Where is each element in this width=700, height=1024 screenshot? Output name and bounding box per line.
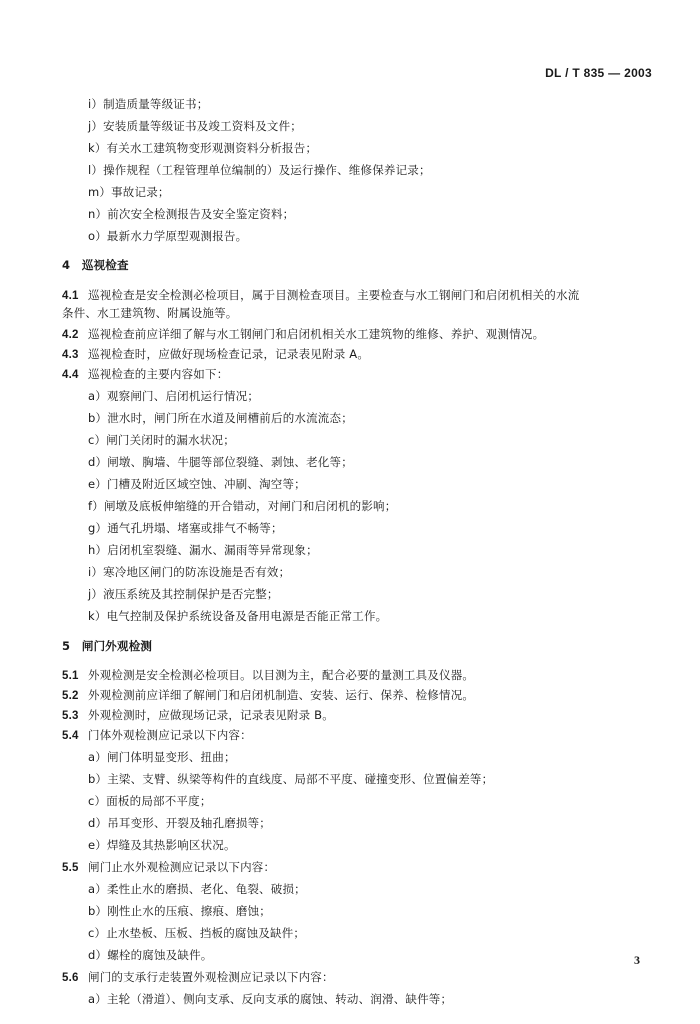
list-item: n）前次安全检测报告及安全鉴定资料； (88, 207, 295, 221)
clause-text: 巡视检查的主要内容如下： (88, 367, 229, 381)
clause-number: 5.6 (62, 972, 79, 984)
clause-4-4 (62, 366, 228, 383)
clause-number: 4.3 (62, 349, 79, 361)
clause-5-4 (62, 727, 252, 744)
clause-text: 巡视检查是安全检测必检项目，属于目测检查项目。主要检查与水工钢闸门和启闭机相关的水流 (88, 288, 580, 302)
clause-5-2 (62, 687, 474, 704)
clause-number: 4.1 (62, 290, 79, 302)
clause-5-5 (62, 859, 275, 876)
clause-text: 外观检测前应详细了解闸门和启闭机制造、安装、运行、保养、检修情况。 (88, 688, 475, 702)
clause-4-2 (62, 326, 544, 343)
list-item: a）柔性止水的磨损、老化、龟裂、破损； (88, 882, 306, 896)
clause-number: 5.3 (62, 710, 79, 722)
list-item: k）有关水工建筑物变形观测资料分析报告； (88, 141, 318, 155)
page-number: 3 (634, 953, 640, 967)
clause-text: 闸门的支承行走装置外观检测应记录以下内容： (88, 970, 334, 984)
list-item: f）闸墩及底板伸缩缝的开合错动，对闸门和启闭机的影响； (88, 499, 397, 513)
list-item: m）事故记录； (88, 185, 170, 199)
list-item: d）闸墩、胸墙、牛腿等部位裂缝、剥蚀、老化等； (88, 455, 353, 469)
clause-5-1 (62, 667, 474, 684)
clause-5-6 (62, 969, 334, 986)
clause-number: 4.2 (62, 329, 79, 341)
list-item: i）寒冷地区闸门的防冻设施是否有效； (88, 565, 291, 579)
list-item: c）止水垫板、压板、挡板的腐蚀及缺件； (88, 926, 306, 940)
clause-text: 门体外观检测应记录以下内容： (88, 728, 252, 742)
list-item: c）闸门关闭时的漏水状况； (88, 433, 235, 447)
list-item: d）吊耳变形、开裂及轴孔磨损等； (88, 816, 271, 830)
list-item: a）闸门体明显变形、扭曲； (88, 750, 236, 764)
list-item: l）操作规程（工程管理单位编制的）及运行操作、维修保养记录； (88, 163, 431, 177)
clause-4-1 (62, 287, 579, 304)
list-item: j）液压系统及其控制保护是否完整； (88, 587, 279, 601)
clause-text: 外观检测是安全检测必检项目。以目测为主，配合必要的量测工具及仪器。 (88, 668, 475, 682)
list-item: i）制造质量等级证书； (88, 97, 209, 111)
list-item: d）螺栓的腐蚀及缺件。 (88, 948, 213, 962)
clause-text: 闸门止水外观检测应记录以下内容： (88, 860, 276, 874)
clause-text: 外观检测时，应做现场记录，记录表见附录 B。 (88, 708, 334, 722)
clause-text: 巡视检查前应详细了解与水工钢闸门和启闭机相关水工建筑物的维修、养护、观测情况。 (88, 327, 545, 341)
list-item: a）观察闸门、启闭机运行情况； (88, 389, 260, 403)
document-code: DL / T 835 — 2003 (545, 66, 652, 80)
clause-5-3 (62, 707, 334, 724)
clause-number: 4.4 (62, 369, 79, 381)
section-heading: 4 巡视检查 (62, 258, 129, 272)
clause-number: 5.1 (62, 670, 79, 682)
list-item: e）门槽及附近区域空蚀、冲刷、淘空等； (88, 477, 306, 491)
clause-continuation: 条件、水工建筑物、附属设施等。 (62, 306, 238, 320)
list-item: k）电气控制及保护系统设备及备用电源是否能正常工作。 (88, 609, 388, 623)
list-item: j）安装质量等级证书及竣工资料及文件； (88, 119, 302, 133)
list-item: b）主梁、支臂、纵梁等构件的直线度、局部不平度、碰撞变形、位置偏差等； (88, 772, 494, 786)
list-item: o）最新水力学原型观测报告。 (88, 229, 248, 243)
list-item: c）面板的局部不平度； (88, 794, 212, 808)
list-item: b）泄水时，闸门所在水道及闸槽前后的水流流态； (88, 411, 353, 425)
clause-number: 5.2 (62, 690, 79, 702)
clause-number: 5.5 (62, 862, 79, 874)
list-item: h）启闭机室裂缝、漏水、漏雨等异常现象； (88, 543, 318, 557)
list-item: b）刚性止水的压痕、擦痕、磨蚀； (88, 904, 271, 918)
list-item: g）通气孔坍塌、堵塞或排气不畅等； (88, 521, 283, 535)
list-item: a）主轮（滑道）、侧向支承、反向支承的腐蚀、转动、润滑、缺件等； (88, 992, 453, 1006)
clause-number: 5.4 (62, 730, 79, 742)
list-item: e）焊缝及其热影响区状况。 (88, 838, 236, 852)
clause-text: 巡视检查时，应做好现场检查记录，记录表见附录 A。 (88, 347, 370, 361)
section-heading: 5 闸门外观检测 (62, 639, 153, 653)
clause-4-3 (62, 346, 369, 363)
